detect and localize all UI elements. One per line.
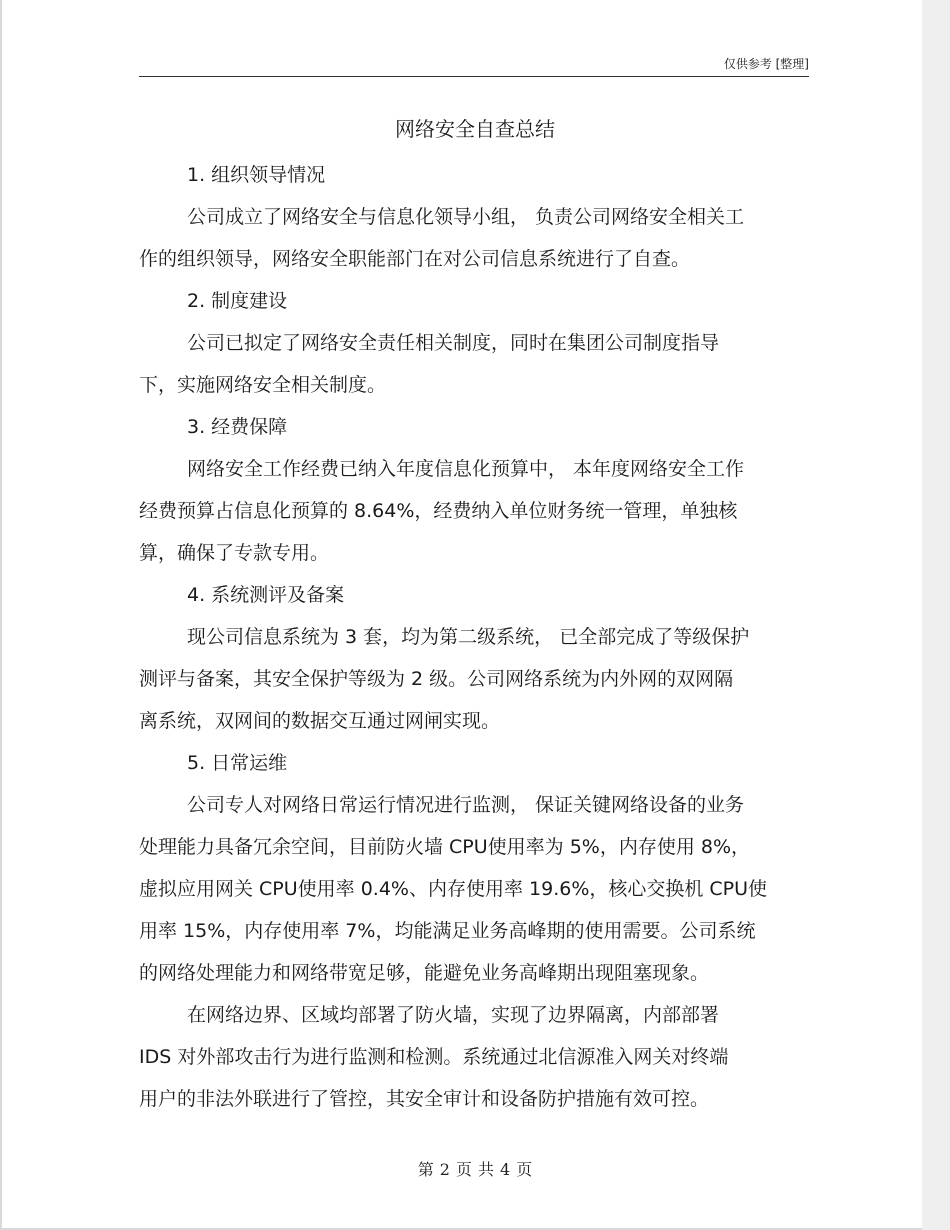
paragraph-line: 作的组织领导，网络安全职能部门在对公司信息系统进行了自查。 [139,248,691,270]
paragraph-line: 在网络边界、区域均部署了防火墙，实现了边界隔离，内部部署 [187,1004,720,1026]
footer-mid1: 页 [455,1160,472,1179]
paragraph [139,784,811,994]
paragraph-line: 现公司信息系统为 3 套，均为第二级系统， 已全部完成了等级保护 [187,626,750,648]
section-heading: 2. 制度建设 [187,290,288,312]
document-body [139,112,811,1120]
footer-total-pages: 4 [500,1160,511,1179]
paragraph-line: 处理能力具备冗余空间，目前防火墙 CPU使用率为 5%，内存使用 8%， [139,836,751,858]
paragraph-line: 用户的非法外联进行了管控，其安全审计和设备防护措施有效可控。 [139,1088,710,1110]
section-heading: 5. 日常运维 [187,752,288,774]
paragraph-line: 经费预算占信息化预算的 8.64%，经费纳入单位财务统一管理，单独核 [139,500,738,522]
section-heading: 1. 组织领导情况 [187,164,326,186]
paragraph-line: 下，实施网络安全相关制度。 [139,374,387,396]
paragraph-line: 的网络处理能力和网络带宽足够，能避免业务高峰期出现阻塞现象。 [139,962,710,984]
header-divider [139,76,809,77]
page-footer [0,1157,950,1180]
footer-page-number: 2 [439,1160,450,1179]
paragraph-line: 离系统，双网间的数据交互通过网闸实现。 [139,710,501,732]
paragraph-line: 用率 15%，内存使用率 7%，均能满足业务高峰期的使用需要。公司系统 [139,920,756,942]
paragraph-line: 虚拟应用网关 CPU使用率 0.4%、内存使用率 19.6%，核心交换机 CPU使 [139,878,768,900]
paragraph [139,196,811,280]
page-edge-shadow [922,0,950,1230]
paragraph [139,322,811,406]
document-title: 网络安全自查总结 [395,117,555,141]
paragraph-line: 公司成立了网络安全与信息化领导小组， 负责公司网络安全相关工 [187,206,745,228]
section-heading: 3. 经费保障 [187,416,288,438]
paragraph-line: 测评与备案，其安全保护等级为 2 级。公司网络系统为内外网的双网隔 [139,668,734,690]
footer-suffix: 页 [516,1160,533,1179]
section-heading: 4. 系统测评及备案 [187,584,345,606]
paragraph [139,616,811,742]
paragraph-line: IDS 对外部攻击行为进行监测和检测。系统通过北信源准入网关对终端 [139,1046,729,1068]
paragraph-line: 公司专人对网络日常运行情况进行监测， 保证关键网络设备的业务 [187,794,745,816]
paragraph [139,448,811,574]
header-note: 仅供参考 [整理] [723,57,809,71]
paragraph-line: 算，确保了专款专用。 [139,542,330,564]
footer-mid2: 共 [478,1160,495,1179]
footer-prefix: 第 [417,1160,434,1179]
paragraph-line: 网络安全工作经费已纳入年度信息化预算中， 本年度网络安全工作 [187,458,745,480]
paragraph-line: 公司已拟定了网络安全责任相关制度，同时在集团公司制度指导 [187,332,720,354]
paragraph [139,994,811,1120]
